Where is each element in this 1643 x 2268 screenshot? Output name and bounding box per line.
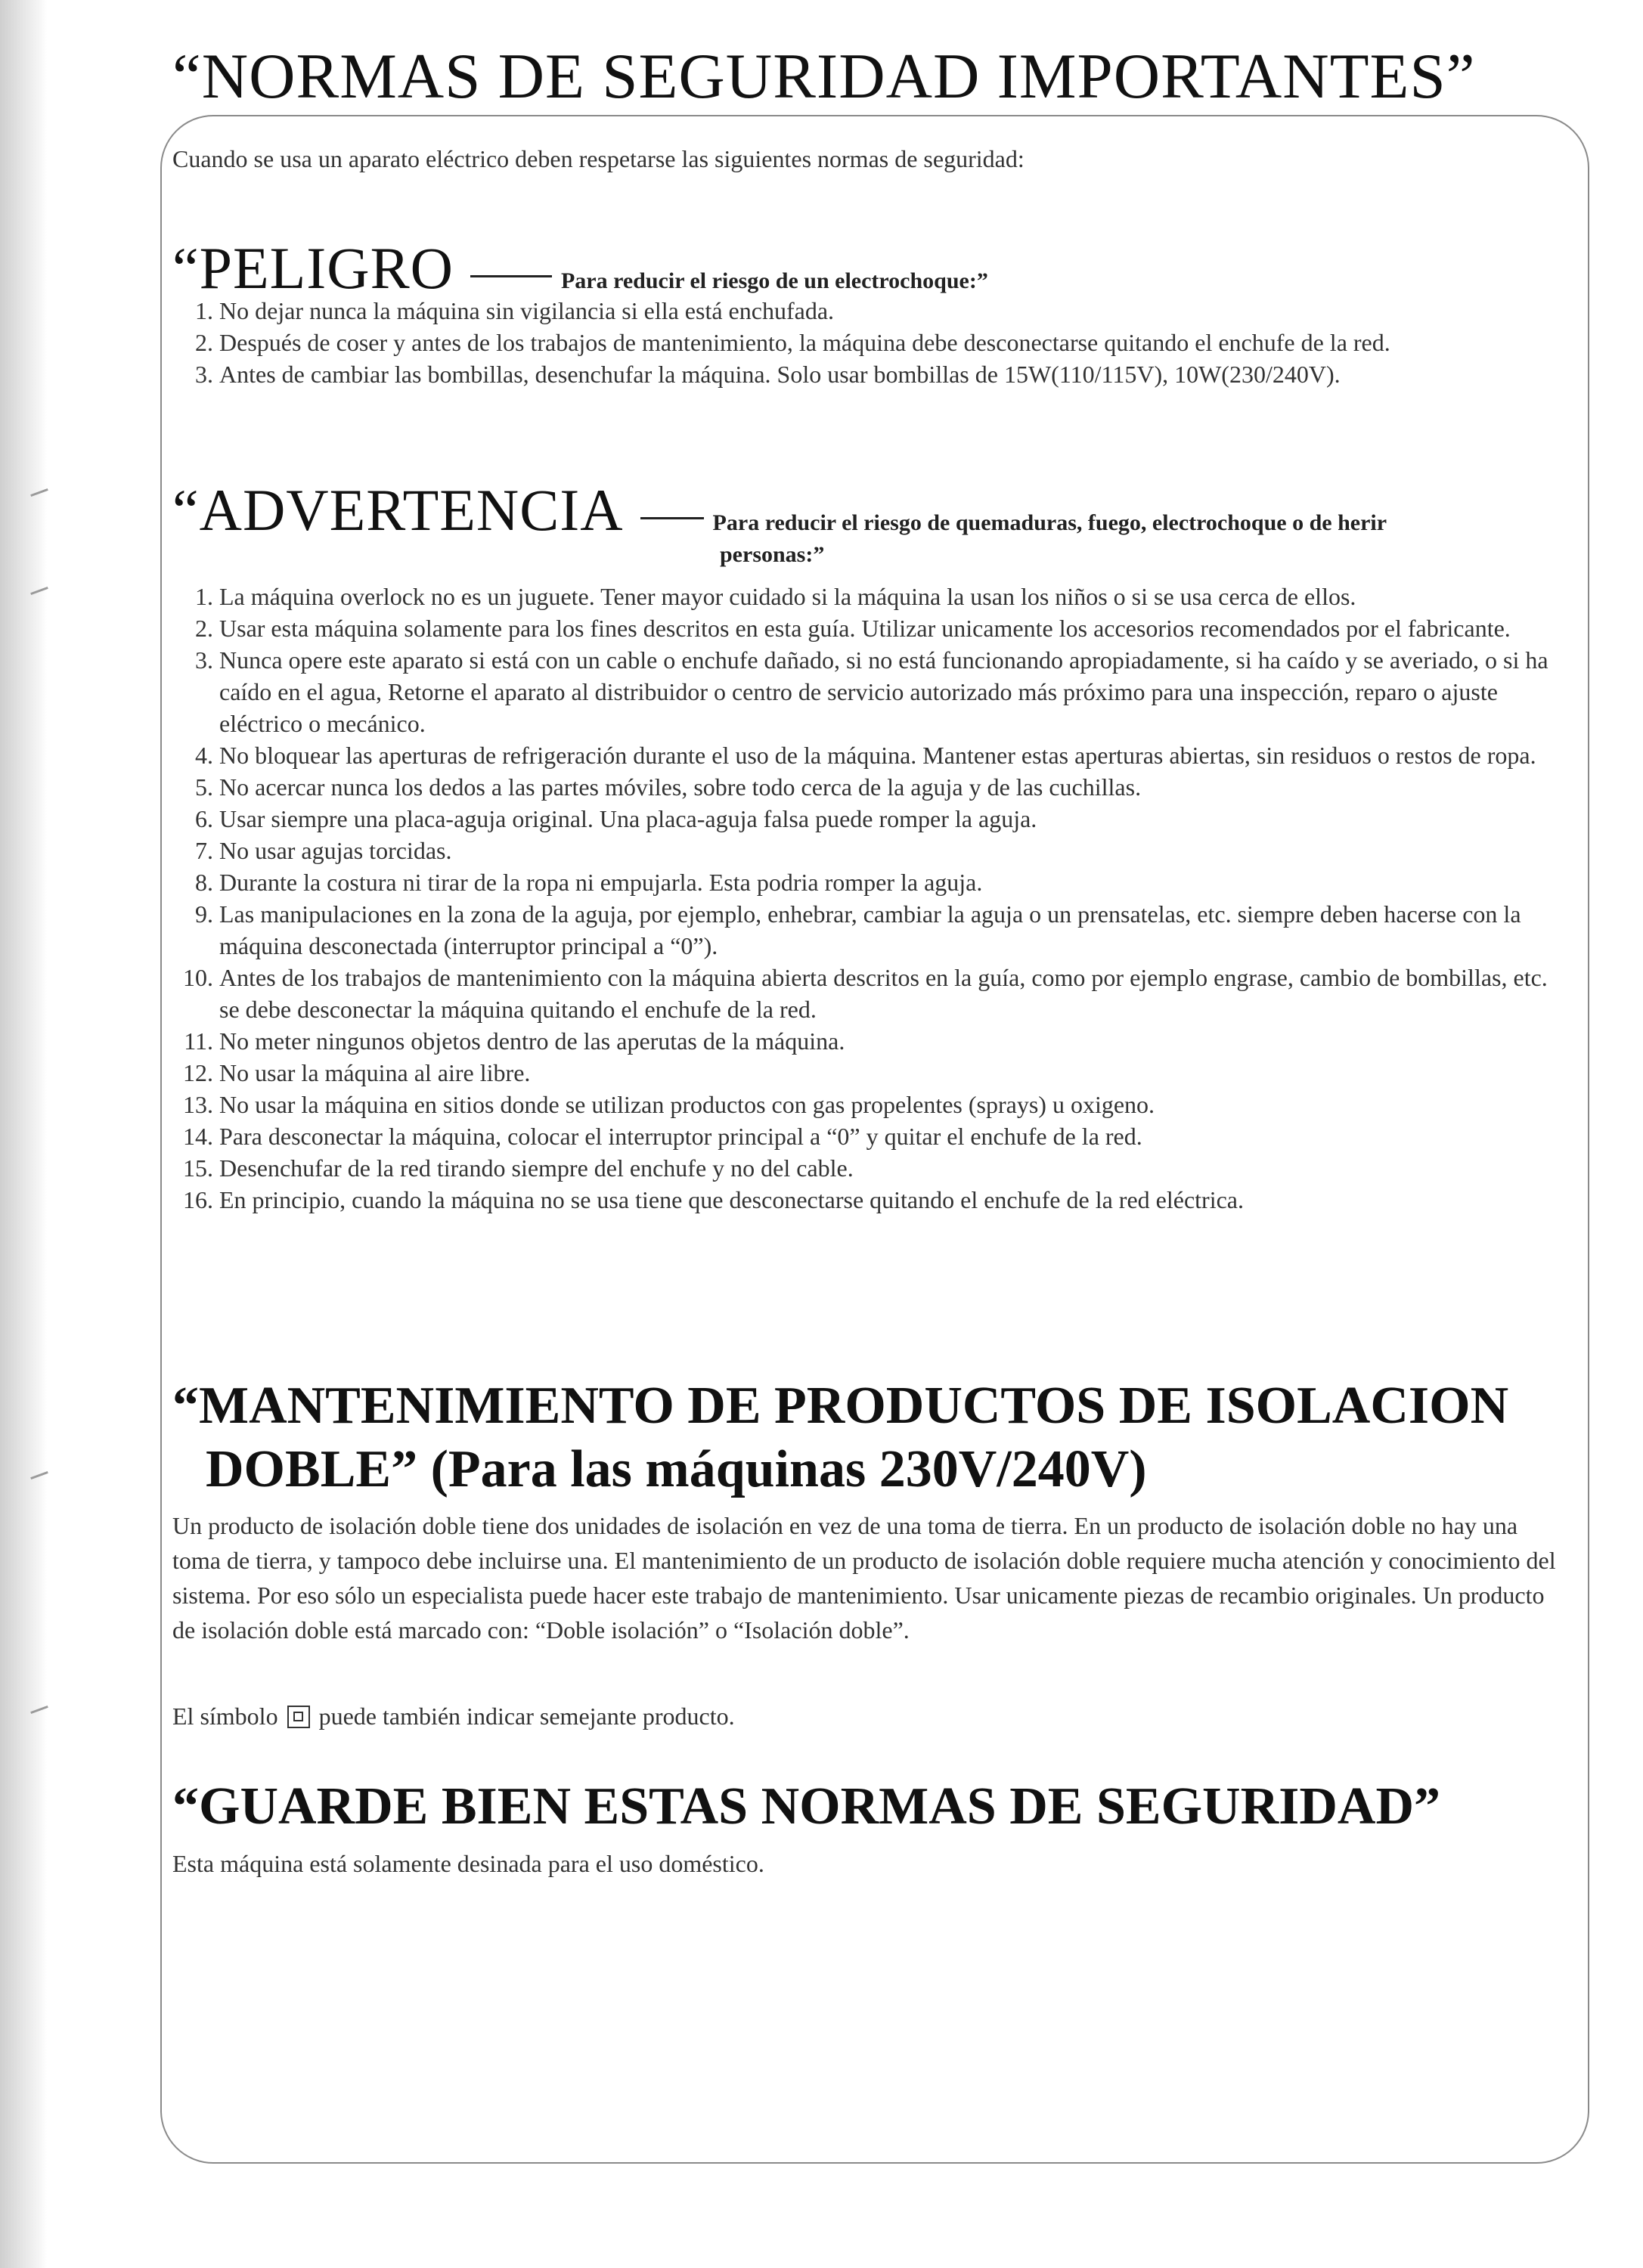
list-item: 1. La máquina overlock no es un juguete. Tener mayor cuidado si la máquina la usan los niños o si se usa cerca de ellos. — [195, 583, 1356, 610]
list-item: 16. En principio, cuando la máquina no se usa tiene que desconectarse quitando el enchufe de la red eléctrica. — [183, 1186, 1244, 1213]
advertencia-list — [172, 581, 1564, 1216]
double-insulation-icon — [287, 1706, 310, 1728]
list-item: 15. Desenchufar de la red tirando siempre del enchufe y no del cable. — [183, 1154, 854, 1182]
symbol-text-before: El símbolo — [172, 1703, 278, 1730]
list-item: 5. No acercar nunca los dedos a las partes móviles, sobre todo cerca de la aguja y de las cuchillas. — [195, 773, 1142, 801]
page-title: “NORMAS DE SEGURIDAD IMPORTANTES” — [172, 41, 1476, 112]
advertencia-title: “ADVERTENCIA — [172, 477, 624, 543]
mantenimiento-title-line1: “MANTENIMIENTO DE PRODUCTOS DE ISOLACION — [172, 1377, 1509, 1435]
list-item: 14. Para desconectar la máquina, colocar el interruptor principal a “0” y quitar el enchufe de la red. — [183, 1123, 1142, 1150]
list-item: 3. Nunca opere este aparato si está con un cable o enchufe dañado, si no está funcionando apropiadamente, si ha caído y se averiado, o si ha caído en el agua, Retorne el aparato al distribuidor o centro de servicio autorizado más próximo para una inspección, reparo o ajuste eléctrico o mecánico. — [195, 646, 1548, 737]
advertencia-subtitle-line1: Para reducir el riesgo de quemaduras, fuego, electrochoque o de herir — [712, 510, 1387, 535]
list-item: 4. No bloquear las aperturas de refrigeración durante el uso de la máquina. Mantener estas aperturas abiertas, sin residuos o restos de ropa. — [195, 742, 1536, 769]
list-item: 8. Durante la costura ni tirar de la ropa ni empujarla. Esta podria romper la aguja. — [195, 869, 983, 896]
list-item: 6. Usar siempre una placa-aguja original. Una placa-aguja falsa puede romper la aguja. — [195, 805, 1037, 832]
advertencia-subtitle-line2: personas:” — [720, 542, 825, 567]
peligro-subtitle: Para reducir el riesgo de un electrochoque:” — [560, 268, 988, 293]
intro-text: Cuando se usa un aparato eléctrico deben respetarse las siguientes normas de seguridad: — [172, 145, 1025, 172]
list-item: 11. No meter ningunos objetos dentro de las aperutas de la máquina. — [184, 1027, 845, 1055]
peligro-title: “PELIGRO — [172, 235, 454, 301]
advertencia-heading — [172, 476, 1387, 544]
list-item: 2. Usar esta máquina solamente para los fines descritos en esta guía. Utilizar unicamente los accesorios recomendados por el fabricante. — [195, 615, 1511, 642]
heading-dash — [640, 517, 704, 519]
list-item: 10. Antes de los trabajos de mantenimiento con la máquina abierta descritos en la guía, como por ejemplo engrase, cambio de bombillas, etc. se debe desconectar la máquina quitando el enchufe de la red. — [183, 964, 1548, 1023]
peligro-list — [172, 295, 1564, 390]
list-item: 1. No dejar nunca la máquina sin vigilancia si ella está enchufada. — [195, 297, 835, 324]
symbol-text-after: puede también indicar semejante producto. — [318, 1703, 735, 1730]
binding-edge — [0, 0, 47, 2268]
list-item: 9. Las manipulaciones en la zona de la aguja, por ejemplo, enhebrar, cambiar la aguja o un prensatelas, etc. siempre deben hacerse con la máquina desconectada (interruptor principal a “0”). — [195, 900, 1521, 959]
heading-dash — [470, 275, 552, 277]
mantenimiento-body: Un producto de isolación doble tiene dos unidades de isolación en vez de una toma de tierra. En un producto de isolación doble no hay una toma de tierra, y tampoco debe incluirse una. El mantenimiento de un producto de isolación doble requiere mucha atención y conocimiento del sistema. Por eso sólo un especialista puede hacer este trabajo de mantenimiento. Usar unicamente piezas de recambio originales. Un producto de isolación doble está marcado con: “Doble isolación” o “Isolación doble”. — [172, 1512, 1556, 1644]
list-item: 13. No usar la máquina en sitios donde se utilizan productos con gas propelentes (sprays) u oxigeno. — [183, 1091, 1155, 1118]
list-item: 7. No usar agujas torcidas. — [195, 837, 452, 864]
guarde-title: “GUARDE BIEN ESTAS NORMAS DE SEGURIDAD” — [172, 1777, 1441, 1836]
list-item: 3. Antes de cambiar las bombillas, desenchufar la máquina. Solo usar bombillas de 15W(110/115V), 10W(230/240V). — [195, 361, 1341, 388]
guarde-body: Esta máquina está solamente desinada para el uso doméstico. — [172, 1850, 764, 1877]
symbol-line — [172, 1703, 735, 1730]
peligro-heading — [172, 234, 988, 302]
mantenimiento-title-line2: DOBLE” (Para las máquinas 230V/240V) — [206, 1440, 1147, 1498]
list-item: 12. No usar la máquina al aire libre. — [183, 1059, 531, 1086]
list-item: 2. Después de coser y antes de los trabajos de mantenimiento, la máquina debe desconectarse quitando el enchufe de la red. — [195, 329, 1390, 356]
